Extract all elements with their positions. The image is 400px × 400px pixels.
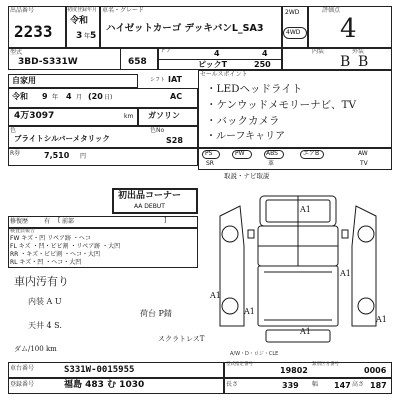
footer-specs-label: A/W・D・ロジ・CLE	[230, 351, 279, 357]
repair-bracket: [	[58, 217, 61, 224]
handwritten-note-5: スクラトレスT	[158, 335, 205, 343]
reg-year-unit: 年	[84, 33, 91, 40]
inspect-year-unit: 年	[52, 94, 59, 101]
exterior-label: 外装	[352, 48, 365, 55]
exterior-grade: B	[358, 54, 369, 70]
shift-label: シフト	[150, 77, 166, 83]
inspect-era: 令和	[12, 92, 28, 101]
fuel-value: ガソリン	[148, 111, 180, 120]
sales-point-title: セールスポイント	[200, 71, 248, 78]
int-ext-box	[282, 48, 392, 70]
diagram-mark-2: A1	[210, 291, 221, 300]
handwritten-note-4: 荷台 P錆	[140, 309, 172, 318]
chassis-label: 車台番号	[10, 365, 35, 372]
inspector-line-4: RL キズ・凹 ・ヘコ・大凹	[10, 259, 82, 266]
inspector-line-3: RR ・キズ・ビビ割 ・ヘコ・大凹	[10, 251, 101, 258]
diagram-mark-1: A1	[300, 205, 311, 214]
equip-sr: SR	[206, 160, 214, 167]
chassis-value: S331W-0015955	[64, 365, 135, 375]
inspect-day-unit: 日)	[104, 94, 113, 101]
diagram-mark-3: A1	[244, 307, 255, 316]
sales-point-3: ・バックカメラ	[206, 115, 280, 127]
seats-value: 4	[262, 49, 268, 58]
equip-airbag: エアB	[303, 150, 320, 157]
shift-value: IAT	[168, 75, 183, 84]
sales-point-1: ・LEDヘッドライト	[206, 83, 303, 95]
reg-era: 令和	[70, 16, 89, 26]
diagram-mark-6: A1	[376, 315, 387, 324]
price-unit: 円	[80, 153, 87, 160]
handwritten-note-2: 内装 A U	[28, 297, 62, 306]
debut-title: 初出品コーナー	[118, 191, 182, 201]
equip-aw: AW	[358, 150, 368, 157]
color-value: ブライトシルバーメタリック	[14, 134, 110, 143]
repair-label: 修復歴	[10, 218, 29, 225]
model-label: 型式	[10, 49, 23, 56]
plate-label: 登録番号	[10, 381, 35, 388]
inspect-month-unit: 月	[76, 94, 83, 101]
price-label: R券	[10, 150, 21, 157]
length-value: 339	[282, 381, 299, 390]
color-code-label: 色No	[150, 127, 165, 134]
equip-abs: ABS	[266, 150, 278, 157]
height-value: 187	[370, 381, 387, 390]
lot-number: 2233	[14, 22, 53, 41]
price-value: 7,510	[44, 151, 70, 160]
handwritten-note-6: ダム/100 km	[14, 345, 57, 353]
interior-grade: B	[340, 54, 351, 70]
reg-month: 5	[90, 31, 97, 41]
repair-bracket-close: ]	[164, 217, 167, 224]
repair-value: 有	[44, 218, 51, 225]
drive-2wd: 2WD	[285, 9, 300, 16]
spec2-label: 類別区分番号	[312, 362, 339, 367]
reg-label: 初度登録年月	[67, 7, 98, 13]
price-box	[8, 148, 198, 166]
load-value: 250	[254, 60, 271, 69]
ac-value: AC	[170, 92, 183, 101]
length-label: 長さ	[226, 381, 239, 388]
sales-point-4: ・ルーフキャリア	[206, 131, 286, 142]
interior-label: 内装	[312, 48, 325, 55]
spec2-value: 0006	[364, 366, 387, 375]
car-label: 車名・グレード	[102, 7, 145, 14]
mileage-value: 4万3097	[14, 111, 55, 121]
reg-year: 3	[76, 31, 83, 41]
width-label: 幅	[312, 381, 319, 388]
diagram-mark-4: A1	[340, 269, 351, 278]
spec1-value: 19802	[280, 366, 308, 375]
score-label: 評価点	[322, 7, 341, 14]
diagram-mark-5: A1	[300, 327, 311, 336]
debut-subtitle: AA DEBUT	[134, 203, 165, 210]
score-value: 4	[340, 14, 357, 44]
mileage-unit: km	[124, 113, 134, 120]
handwritten-note-1: 車内汚有り	[14, 275, 69, 288]
spec1-label: 型式指定番号	[226, 362, 253, 367]
inspector-label: 検査員報告	[10, 228, 36, 234]
shape-value: ピックT	[198, 60, 228, 69]
equip-pw: PW	[235, 150, 245, 157]
handwritten-note-3: 天井 4 S.	[28, 321, 62, 330]
inspect-day: (20	[88, 92, 103, 101]
sales-point-2: ・ケンウッドメモリーナビ、TV	[206, 99, 357, 111]
doors-value: 4	[214, 49, 220, 58]
equip-leather: 革	[268, 160, 275, 167]
repair-part: 前部	[62, 218, 75, 225]
use-value: 自家用	[12, 76, 36, 85]
width-value: 147	[334, 381, 351, 390]
inspector-line-2: FL キズ ・凹・ビビ割 ・リペア跡 ・大凹	[10, 243, 121, 250]
repair-box	[8, 216, 198, 228]
equipment-note: 取説・ナビ取説	[224, 172, 270, 180]
inspector-line-1: FW キズ・凹 リペア跡 ・ヘコ	[10, 235, 91, 242]
lot-label: 出品番号	[10, 7, 35, 14]
plate-value: 福島 483 む 1030	[64, 380, 145, 390]
inspect-month: 4	[66, 92, 72, 101]
dims-box	[224, 378, 392, 394]
color-label: 色	[10, 127, 17, 134]
equip-tv: TV	[360, 160, 368, 167]
drive-4wd: 4WD	[286, 29, 301, 36]
color-code: S28	[166, 136, 183, 145]
car-name: ハイゼットカーゴ デッキバンL_SA3	[106, 23, 264, 34]
equip-ps: PS	[205, 150, 213, 157]
height-label: 高さ	[352, 381, 365, 388]
model-code: 3BD-S331W	[18, 57, 78, 67]
doors-label: ドア	[160, 47, 172, 54]
car-diagram	[200, 186, 396, 348]
displacement: 658	[128, 57, 147, 67]
inspect-year: 9	[42, 92, 48, 101]
